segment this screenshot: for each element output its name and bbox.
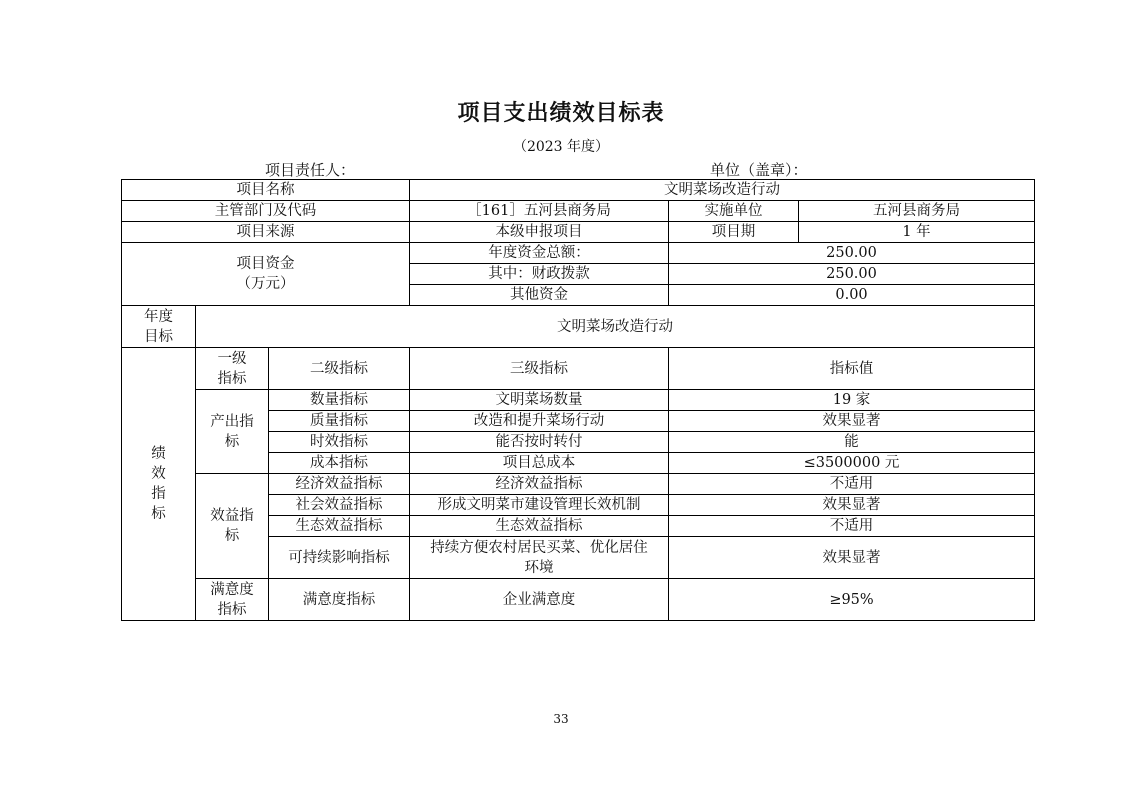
row-project-name xyxy=(122,180,1035,201)
value-cell: ≤3500000 元 xyxy=(669,453,1035,474)
annual-goal-label xyxy=(122,306,196,348)
value-cell: 19 家 xyxy=(669,390,1035,411)
level2-cell: 时效指标 xyxy=(269,432,410,453)
annual-goal-label-line1: 年度 xyxy=(144,308,173,325)
perf-char: 效 xyxy=(151,466,166,482)
perf-char: 指 xyxy=(151,486,166,502)
level2-cell: 成本指标 xyxy=(269,453,410,474)
unit-seal-label: 单位（盖章）： xyxy=(710,161,808,179)
annual-goal-label-line2: 目标 xyxy=(144,328,173,345)
level2-cell: 可持续影响指标 xyxy=(269,537,410,579)
page-subtitle: （2023 年度） xyxy=(512,139,610,155)
value-cell: ≥95% xyxy=(669,579,1035,621)
row-source xyxy=(122,222,1035,243)
benefit-indicator-group xyxy=(196,474,269,579)
impl-unit-value: 五河县商务局 xyxy=(799,201,1035,222)
level3-cell-line1: 持续方便农村居民买菜、优化居住 xyxy=(430,539,648,556)
indicator-value-header: 指标值 xyxy=(669,348,1035,390)
level3-cell: 形成文明菜市建设管理长效机制 xyxy=(410,495,669,516)
level2-cell: 数量指标 xyxy=(269,390,410,411)
output-group-line1: 产出指 xyxy=(210,413,254,430)
project-name-label: 项目名称 xyxy=(122,180,410,201)
level2-cell: 质量指标 xyxy=(269,411,410,432)
project-funds-label-line2: （万元） xyxy=(236,276,295,292)
level3-cell: 经济效益指标 xyxy=(410,474,669,495)
page-title: 项目支出绩效目标表 xyxy=(457,101,665,126)
level3-cell: 企业满意度 xyxy=(410,579,669,621)
satisfaction-group-line1: 满意度 xyxy=(210,581,254,598)
value-cell: 效果显著 xyxy=(669,537,1035,579)
value-cell: 效果显著 xyxy=(669,411,1035,432)
level3-cell: 改造和提升菜场行动 xyxy=(410,411,669,432)
row-dept xyxy=(122,201,1035,222)
output-group-line2: 标 xyxy=(224,433,240,450)
satisfaction-group-line2: 指标 xyxy=(217,601,247,618)
table-row xyxy=(122,579,1035,621)
perf-char: 标 xyxy=(151,506,166,522)
perf-char: 绩 xyxy=(151,446,166,462)
satisfaction-indicator-group xyxy=(196,579,269,621)
project-period-value: 1 年 xyxy=(799,222,1035,243)
project-funds-label xyxy=(122,243,410,306)
value-cell: 能 xyxy=(669,432,1035,453)
annual-total-value: 250.00 xyxy=(669,243,1035,264)
impl-unit-label: 实施单位 xyxy=(669,201,799,222)
row-annual-goal xyxy=(122,306,1035,348)
fiscal-label: 其中：财政拨款 xyxy=(410,264,669,285)
value-cell: 不适用 xyxy=(669,516,1035,537)
row-indicator-header xyxy=(122,348,1035,390)
level2-cell: 经济效益指标 xyxy=(269,474,410,495)
level2-cell: 满意度指标 xyxy=(269,579,410,621)
row-annual-total xyxy=(122,243,1035,264)
project-name-value: 文明菜场改造行动 xyxy=(410,180,1035,201)
project-period-label: 项目期 xyxy=(669,222,799,243)
table-row xyxy=(122,474,1035,495)
level1-header-line1: 一级 xyxy=(217,350,247,367)
value-cell: 效果显著 xyxy=(669,495,1035,516)
value-cell: 不适用 xyxy=(669,474,1035,495)
level3-cell-line2: 环境 xyxy=(524,559,554,576)
level3-cell: 文明菜场数量 xyxy=(410,390,669,411)
dept-code-label: 主管部门及代码 xyxy=(122,201,410,222)
level2-header: 二级指标 xyxy=(269,348,410,390)
responsible-person-label: 项目责任人： xyxy=(265,161,356,179)
benefit-group-line1: 效益指 xyxy=(210,508,254,524)
performance-target-table xyxy=(121,179,1035,621)
benefit-group-line2: 标 xyxy=(224,528,240,544)
level1-header-line2: 指标 xyxy=(217,370,247,387)
level3-header: 三级指标 xyxy=(410,348,669,390)
other-funds-label: 其他资金 xyxy=(410,285,669,306)
level1-header xyxy=(196,348,269,390)
annual-total-label: 年度资金总额： xyxy=(410,243,669,264)
level2-cell: 社会效益指标 xyxy=(269,495,410,516)
output-indicator-group xyxy=(196,390,269,474)
table-row xyxy=(122,390,1035,411)
fiscal-value: 250.00 xyxy=(669,264,1035,285)
level3-cell: 生态效益指标 xyxy=(410,516,669,537)
page-number: 33 xyxy=(553,712,569,726)
performance-indicator-label xyxy=(122,348,196,621)
project-source-value: 本级申报项目 xyxy=(410,222,669,243)
other-funds-value: 0.00 xyxy=(669,285,1035,306)
level2-cell: 生态效益指标 xyxy=(269,516,410,537)
level3-cell xyxy=(410,537,669,579)
annual-goal-value: 文明菜场改造行动 xyxy=(196,306,1035,348)
dept-code-value: ［161］五河县商务局 xyxy=(410,201,669,222)
project-funds-label-line1: 项目资金 xyxy=(236,256,295,272)
level3-cell: 项目总成本 xyxy=(410,453,669,474)
project-source-label: 项目来源 xyxy=(122,222,410,243)
level3-cell: 能否按时转付 xyxy=(410,432,669,453)
